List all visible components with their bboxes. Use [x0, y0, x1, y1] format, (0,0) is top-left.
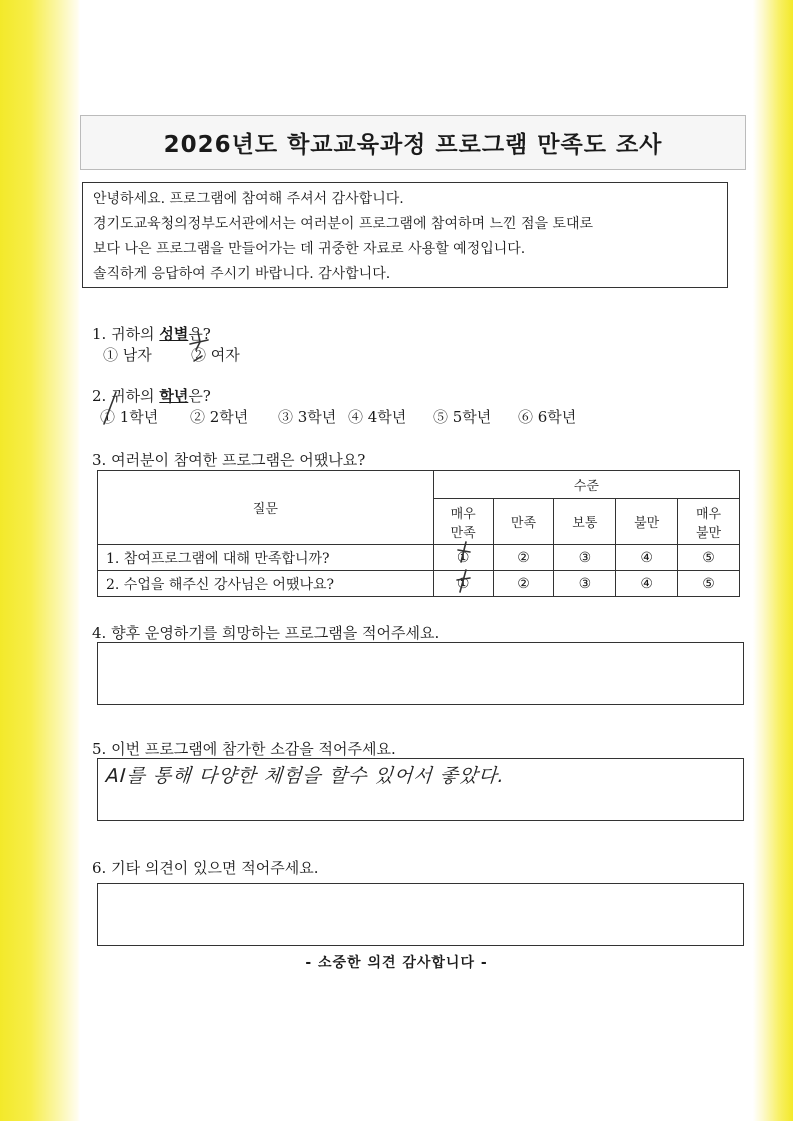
- rating-mark[interactable]: ④: [616, 571, 678, 597]
- question-3-label: 3. 여러분이 참여한 프로그램은 어땠나요?: [92, 451, 366, 469]
- question-1-options: [103, 344, 240, 365]
- table-row: [98, 545, 740, 571]
- rating-mark[interactable]: ①: [433, 571, 493, 597]
- option-grade-1[interactable]: ① 1학년: [100, 408, 159, 426]
- header-level: 수준: [433, 471, 739, 499]
- rating-mark[interactable]: ③: [554, 545, 616, 571]
- level-dissatisfied: 불만: [616, 499, 678, 545]
- checkmark-q1: [186, 330, 216, 364]
- level-very-dissatisfied: 매우 불만: [678, 499, 740, 545]
- rating-mark[interactable]: ⑤: [678, 571, 740, 597]
- level-neutral: 보통: [554, 499, 616, 545]
- option-grade-5[interactable]: ⑤ 5학년: [433, 408, 492, 426]
- option-grade-6[interactable]: ⑥ 6학년: [518, 408, 577, 426]
- question-1-label: 1. 귀하의 성별은?: [92, 325, 211, 343]
- answer-box-q6[interactable]: [97, 883, 744, 946]
- option-grade-3[interactable]: ③ 3학년: [278, 408, 337, 426]
- row-question: 2. 수업을 해주신 강사님은 어땠나요?: [98, 571, 434, 597]
- answer-box-q5[interactable]: [97, 758, 744, 821]
- checkmarks-q3: [452, 540, 476, 598]
- intro-box: [82, 182, 728, 288]
- question-1-keyword: 성별: [159, 325, 189, 343]
- page-title: 2026년도 학교교육과정 프로그램 만족도 조사: [163, 132, 663, 158]
- table-row: [98, 571, 740, 597]
- option-male[interactable]: ① 남자: [103, 346, 152, 364]
- satisfaction-table: [97, 470, 740, 597]
- row-question: 1. 참여프로그램에 대해 만족합니까?: [98, 545, 434, 571]
- title-box: [80, 115, 746, 170]
- option-grade-4[interactable]: ④ 4학년: [348, 408, 407, 426]
- option-grade-2[interactable]: ② 2학년: [190, 408, 249, 426]
- question-2-keyword: 학년: [159, 387, 189, 405]
- question-5-label: 5. 이번 프로그램에 참가한 소감을 적어주세요.: [92, 740, 396, 758]
- rating-mark[interactable]: ⑤: [678, 545, 740, 571]
- intro-line: 보다 나은 프로그램을 만들어가는 데 귀중한 자료로 사용할 예정입니다.: [93, 241, 526, 257]
- question-4-label: 4. 향후 운영하기를 희망하는 프로그램을 적어주세요.: [92, 624, 440, 642]
- header-question: 질문: [98, 471, 434, 545]
- rating-mark[interactable]: ④: [616, 545, 678, 571]
- rating-mark[interactable]: ③: [554, 571, 616, 597]
- level-very-satisfied: 매우 만족: [433, 499, 493, 545]
- question-2-label: 2. 귀하의 학년은?: [92, 387, 211, 405]
- level-satisfied: 만족: [493, 499, 554, 545]
- question-2-options: [100, 406, 576, 427]
- answer-text-q5: AI를 통해 다양한 체험을 할수 있어서 좋았다.: [105, 765, 506, 787]
- option-female[interactable]: ② 여자: [191, 346, 240, 364]
- intro-line: 경기도교육청의정부도서관에서는 여러분이 프로그램에 참여하며 느낀 점을 토대로: [93, 216, 594, 232]
- question-6-label: 6. 기타 의견이 있으면 적어주세요.: [92, 859, 319, 877]
- rating-mark[interactable]: ②: [493, 545, 554, 571]
- intro-line: 솔직하게 응답하여 주시기 바랍니다. 감사합니다.: [93, 266, 391, 282]
- footer-thanks: - 소중한 의견 감사합니다 -: [305, 955, 488, 971]
- intro-line: 안녕하세요. 프로그램에 참여해 주셔서 감사합니다.: [93, 191, 404, 207]
- checkmark-q2: [98, 390, 122, 428]
- rating-mark[interactable]: ②: [493, 571, 554, 597]
- rating-mark[interactable]: ①: [433, 545, 493, 571]
- answer-box-q4[interactable]: [97, 642, 744, 705]
